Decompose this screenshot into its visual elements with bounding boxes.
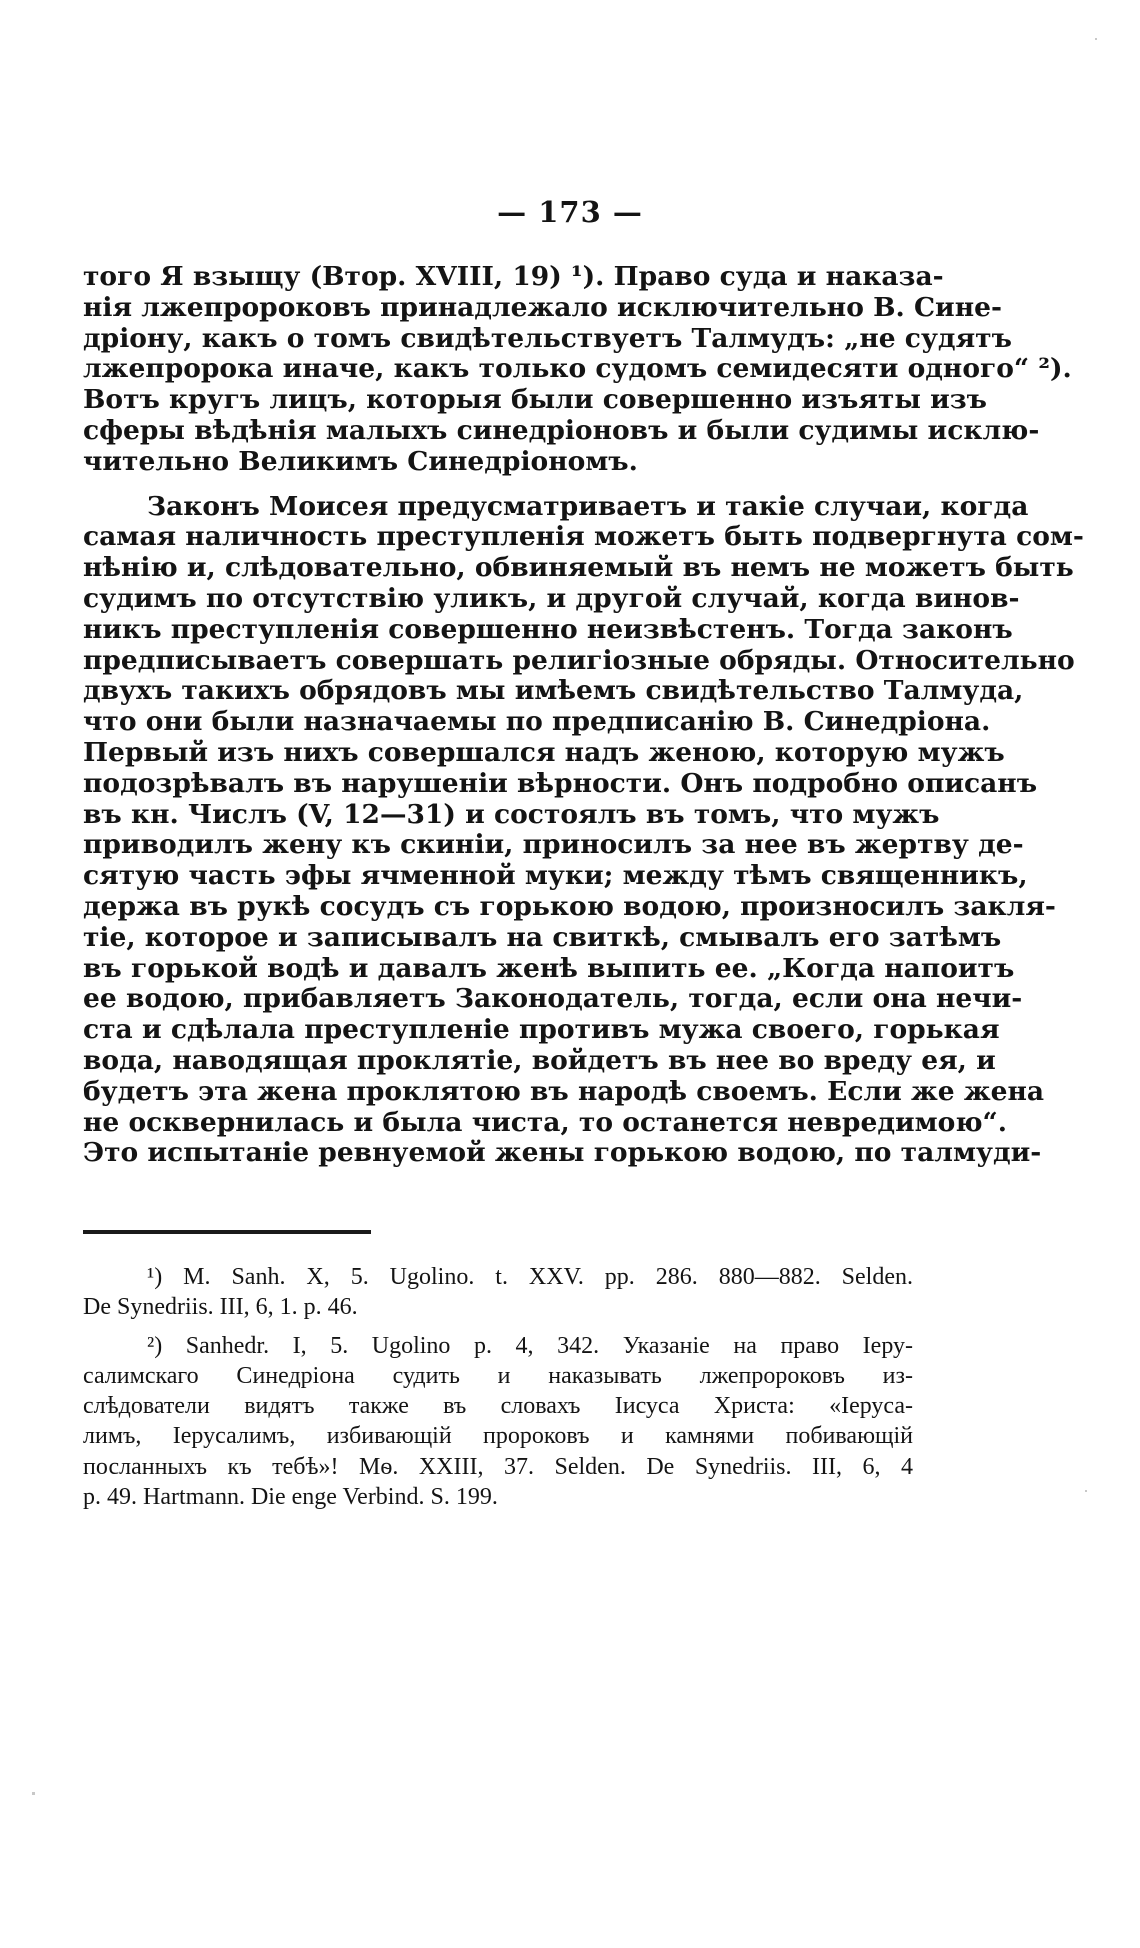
text-line: ста и сдѣлала преступленіе противъ мужа своего, горькая	[83, 1014, 1000, 1046]
text-line: нѣнію и, слѣдовательно, обвиняемый въ немъ не можетъ быть	[83, 552, 1074, 584]
page-number: — 173 —	[497, 195, 643, 229]
text-line: чительно Великимъ Синедріономъ.	[83, 445, 638, 477]
text-line: приводилъ жену къ скиніи, приносилъ за нее въ жертву де-	[83, 829, 1024, 861]
text-line: судимъ по отсутствію уликъ, и другой случай, когда винов-	[83, 582, 1020, 614]
text-line: держа въ рукѣ сосудъ съ горькою водою, произносилъ закля-	[83, 890, 1056, 922]
footnote-line: слѣдователи видятъ также въ словахъ Іисуса Христа: «Іеруса-	[83, 1393, 913, 1420]
footnote-line: ²) Sanhedr. I, 5. Ugolino p. 4, 342. Указаніе на право Іеру-	[147, 1332, 913, 1359]
text-line: самая наличность преступленія можетъ быть подвергнута сом-	[83, 521, 1084, 553]
footnote-line: De Synedriis. III, 6, 1. p. 46.	[83, 1294, 358, 1321]
text-line: лжепророка иначе, какъ только судомъ семидесяти одного“ ²).	[83, 353, 1072, 385]
text-line: будетъ эта жена проклятою въ народѣ своемъ. Если же жена	[83, 1075, 1045, 1107]
text-line: Это испытаніе ревнуемой жены горькою водою, по талмуди-	[83, 1137, 1042, 1169]
text-line: сятую часть эфы ячменной муки; между тѣмъ священникъ,	[83, 860, 1028, 892]
text-line: тіе, которое и записывалъ на свиткѣ, смывалъ его затѣмъ	[83, 921, 1002, 953]
footnote-line: салимскаго Синедріона судить и наказывать лжепророковъ из-	[83, 1362, 913, 1389]
scan-speck	[1095, 38, 1097, 40]
main-text	[83, 261, 1084, 1169]
text-line: не осквернилась и была чиста, то останется невредимою“.	[83, 1106, 1007, 1138]
footnote-line: ¹) M. Sanh. X, 5. Ugolino. t. XXV. pp. 286. 880—882. Selden.	[147, 1264, 913, 1290]
footnote-line: посланныхъ къ тебѣ»! Мѳ. XXIII, 37. Selden. De Synedriis. III, 6, 4	[83, 1453, 913, 1480]
text-line: сферы вѣдѣнія малыхъ синедріоновъ и были судимы исклю-	[83, 414, 1040, 446]
footnote-separator	[83, 1230, 371, 1234]
text-line: Вотъ кругъ лицъ, которыя были совершенно изъяты изъ	[83, 384, 988, 416]
footnote-line: p. 49. Hartmann. Die enge Verbind. S. 199.	[83, 1484, 498, 1511]
footnote-1	[83, 1262, 913, 1323]
text-line: подозрѣвалъ въ нарушеніи вѣрности. Онъ подробно описанъ	[83, 767, 1038, 799]
text-line: никъ преступленія совершенно неизвѣстенъ. Тогда законъ	[83, 613, 1013, 645]
scan-speck	[1085, 1490, 1087, 1492]
footnotes	[83, 1262, 913, 1512]
text-line: нія лжепророковъ принадлежало исключительно В. Сине-	[83, 291, 1002, 323]
text-line: вода, наводящая проклятіе, войдетъ въ нее во вреду ея, и	[83, 1044, 996, 1076]
text-line: дріону, какъ о томъ свидѣтельствуетъ Талмудъ: „не судятъ	[83, 322, 1012, 354]
text-line: ее водою, прибавляетъ Законодатель, тогда, если она нечи-	[83, 983, 1023, 1015]
text-line: Законъ Моисея предусматриваетъ и такіе случаи, когда	[147, 490, 1029, 522]
text-line: что они были назначаемы по предписанію В. Синедріона.	[83, 706, 991, 738]
paragraph-2	[83, 490, 1084, 1170]
text-line: того Я взыщу (Втор. XVIII, 19) ¹). Право суда и наказа-	[83, 261, 944, 292]
paragraph-1	[83, 261, 1072, 478]
footnote-2	[83, 1331, 913, 1513]
footnote-line: лимъ, Іерусалимъ, избивающій пророковъ и камнями побивающій	[83, 1423, 913, 1450]
text-line: въ кн. Числъ (V, 12—31) и состоялъ въ томъ, что мужъ	[83, 798, 940, 830]
text-line: Первый изъ нихъ совершался надъ женою, которую мужъ	[83, 736, 1005, 768]
scan-speck	[32, 1792, 35, 1795]
text-line: предписываетъ совершать религіозные обряды. Относительно	[83, 644, 1075, 676]
text-line: двухъ такихъ обрядовъ мы имѣемъ свидѣтельство Талмуда,	[83, 675, 1024, 707]
text-line: въ горькой водѣ и давалъ женѣ выпить ее. „Когда напоитъ	[83, 952, 1015, 984]
